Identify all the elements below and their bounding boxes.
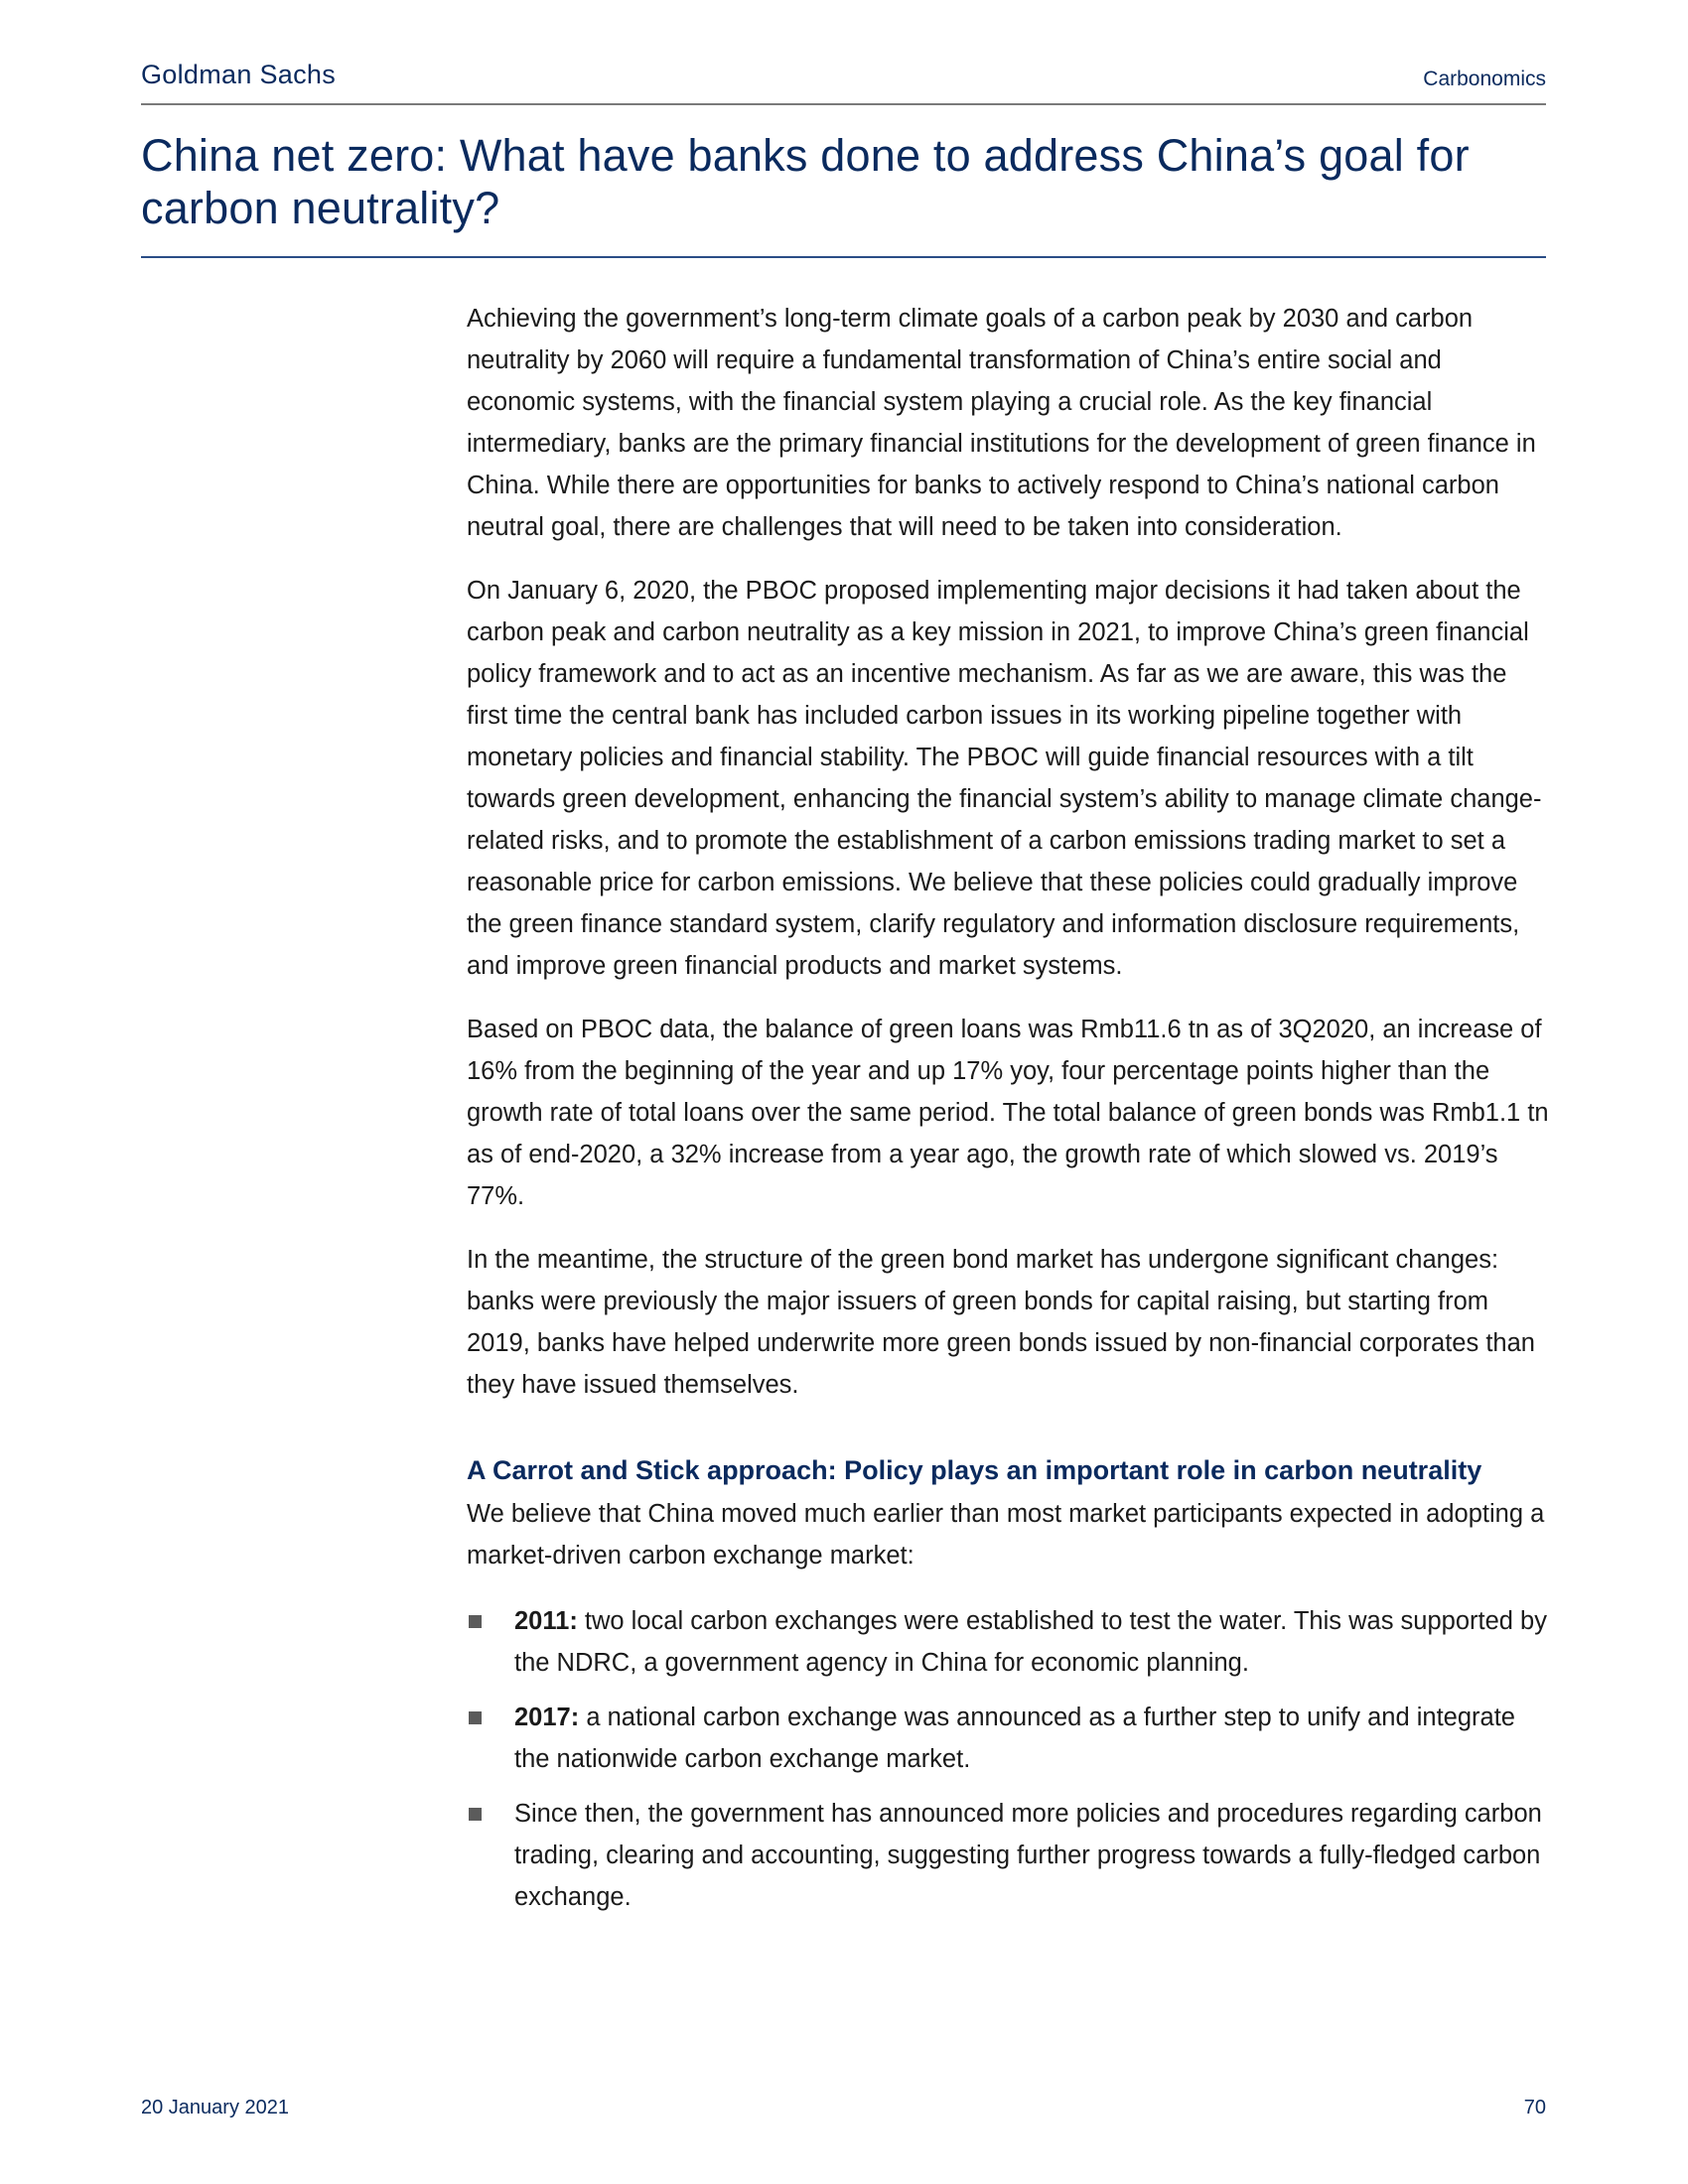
report-section-name: Carbonomics bbox=[1423, 68, 1546, 90]
page-header bbox=[141, 56, 1546, 105]
bullet-text: two local carbon exchanges were established to test the water. This was supported by the NDRC, a government agency in China for economic planning. bbox=[514, 1607, 1547, 1677]
bullet-year-label: 2017: bbox=[514, 1704, 580, 1731]
bullet-text: Since then, the government has announced more policies and procedures regarding carbon trading, clearing and accounting, suggesting further progress towards a fully-fledged carbon exchange. bbox=[514, 1800, 1542, 1911]
brand-name: Goldman Sachs bbox=[141, 60, 336, 89]
body-paragraph: In the meantime, the structure of the green bond market has undergone significant changes: banks were previously the major issuers of green bonds for capital raising, but starting from 2019, banks have helped underwrite more green bonds issued by non-financial corporates than they have issued themselves. bbox=[467, 1246, 1535, 1399]
subsection-intro: We believe that China moved much earlier than most market participants expected in adopting a market-driven carbon exchange market: bbox=[467, 1500, 1545, 1570]
subsection-heading: A Carrot and Stick approach: Policy plays an important role in carbon neutrality bbox=[467, 1455, 1482, 1485]
square-bullet-icon bbox=[469, 1711, 482, 1724]
footer-date: 20 January 2021 bbox=[141, 2097, 290, 2118]
square-bullet-icon bbox=[469, 1615, 482, 1628]
bullet-list bbox=[467, 1600, 1549, 1918]
main-content bbox=[467, 298, 1549, 1931]
square-bullet-icon bbox=[469, 1808, 482, 1821]
bullet-item bbox=[467, 1600, 1549, 1684]
body-paragraph: Achieving the government’s long-term climate goals of a carbon peak by 2030 and carbon neutrality by 2060 will require a fundamental transformation of China’s entire social and economic systems, with the financial system playing a crucial role. As the key financial intermediary, banks are the primary financial institutions for the development of green finance in China. While there are opportunities for banks to actively respond to China’s national carbon neutral goal, there are challenges that will need to be taken into consideration. bbox=[467, 305, 1536, 541]
page-number: 70 bbox=[1523, 2097, 1546, 2118]
bullet-year-label: 2011: bbox=[514, 1607, 578, 1635]
bullet-item bbox=[467, 1793, 1549, 1918]
bullet-item bbox=[467, 1697, 1549, 1780]
body-paragraph: Based on PBOC data, the balance of green loans was Rmb11.6 tn as of 3Q2020, an increase of 16% from the beginning of the year and up 17% yoy, four percentage points higher than the growth rate of total loans over the same period. The total balance of green bonds was Rmb1.1 tn as of end-2020, a 32% increase from a year ago, the growth rate of which slowed vs. 2019’s 77%. bbox=[467, 1016, 1549, 1210]
page-title: China net zero: What have banks done to address China’s goal for carbon neutrality? bbox=[141, 130, 1470, 233]
title-divider bbox=[141, 256, 1546, 258]
body-paragraph: On January 6, 2020, the PBOC proposed implementing major decisions it had taken about the carbon peak and carbon neutrality as a key mission in 2021, to improve China’s green financial policy framework and to act as an incentive mechanism. As far as we are aware, this was the first time the central bank has included carbon issues in its working pipeline together with monetary policies and financial stability. The PBOC will guide financial resources with a tilt towards green development, enhancing the financial system’s ability to manage climate change-related risks, and to promote the establishment of a carbon emissions trading market to set a reasonable price for carbon emissions. We believe that these policies could gradually improve the green finance standard system, clarify regulatory and information disclosure requirements, and improve green financial products and market systems. bbox=[467, 577, 1542, 980]
bullet-text: a national carbon exchange was announced as a further step to unify and integrate the nationwide carbon exchange market. bbox=[514, 1704, 1515, 1773]
